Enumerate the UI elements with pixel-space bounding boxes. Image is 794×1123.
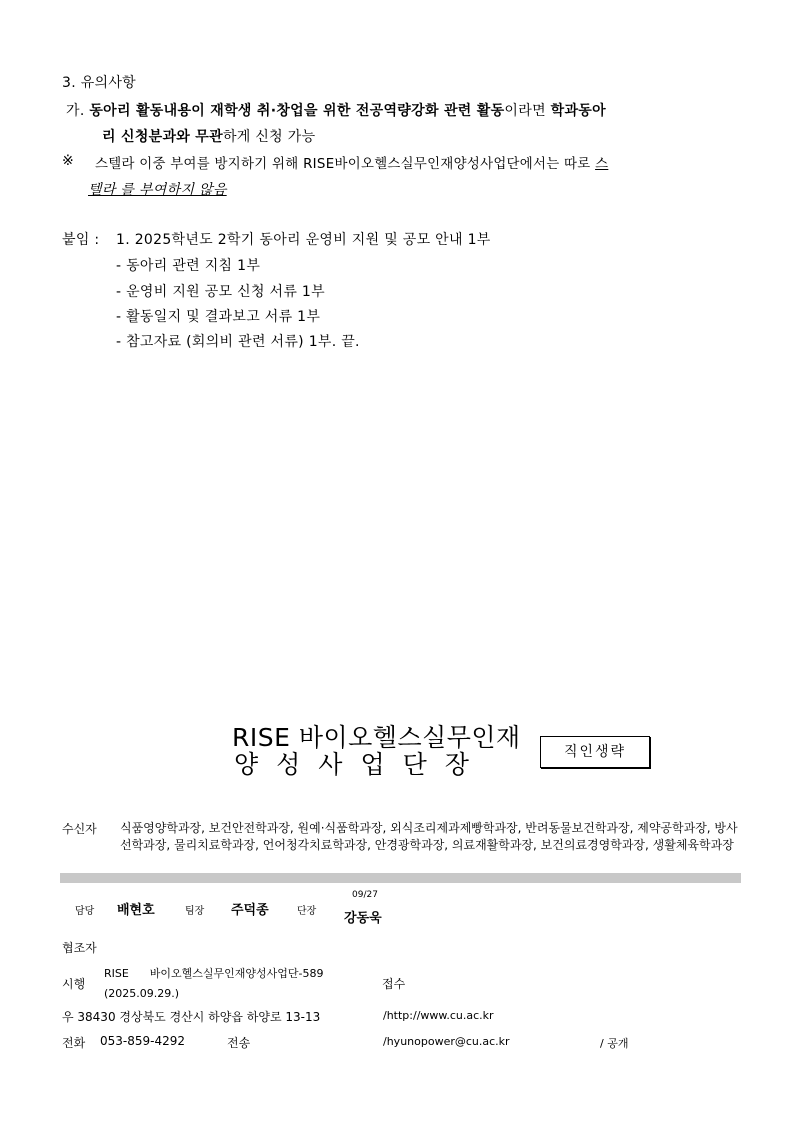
attachment-item: - 동아리 관련 지침 1부 xyxy=(116,258,261,274)
enforce-value-line2: (2025.09.29.) xyxy=(104,987,180,1000)
note-item-ga-bold2: 학과동아 xyxy=(550,103,606,119)
note-line1 xyxy=(95,153,608,172)
address: 우 38430 경상북도 경산시 하양읍 하양로 13-13 xyxy=(62,1010,321,1024)
note-item-ga-line2-bold: 리 신청분과와 무관 xyxy=(102,129,223,145)
website-link[interactable]: /http://www.cu.ac.kr xyxy=(383,1009,494,1022)
note-line2-emph: 텔라 를 부여하지 않음 xyxy=(88,182,227,198)
public-status: / 공개 xyxy=(600,1037,629,1050)
attachment-item: - 운영비 지원 공모 신청 서류 1부 xyxy=(116,284,325,300)
enforce-value-line1: RISE 바이오헬스실무인재양성사업단-589 xyxy=(104,967,324,980)
divider-bar xyxy=(60,873,741,883)
issuer-title-line1: RISE 바이오헬스실무인재 xyxy=(232,723,521,752)
note-item-ga-prefix: 가. xyxy=(66,103,90,119)
email-link[interactable]: /hyunopower@cu.ac.kr xyxy=(383,1035,510,1048)
note-item-ga-bold1: 동아리 활동내용이 재학생 취·창업을 위한 전공역량강화 관련 활동 xyxy=(89,103,505,119)
cooperator-label: 협조자 xyxy=(62,941,97,955)
phone-label: 전화 xyxy=(62,1036,86,1050)
recipients-list: 식품영양학과장, 보건안전학과장, 원예·식품학과장, 외식조리제과제빵학과장, 반려동물보건학과장, 제약공학과장, 방사선학과장, 물리치료학과장, 언어청각치료학과장, 안경광학과장, 의료재활학과장, 보건의료경영학과장, 생활체육학과장 xyxy=(120,821,738,852)
note-item-ga xyxy=(66,100,606,120)
receive-label: 접수 xyxy=(382,977,406,991)
official-seal-omitted-stamp: 직인생략 xyxy=(540,736,650,768)
fax-label: 전송 xyxy=(227,1036,251,1050)
approval-name-teamlead: 주덕종 xyxy=(231,903,269,918)
approval-name-director: 강동욱 xyxy=(344,911,382,926)
approval-role-teamlead: 팀장 xyxy=(185,906,205,917)
approval-date-director: 09/27 xyxy=(352,890,378,900)
attachments-label: 붙임 : xyxy=(62,232,100,248)
note-item-ga-line2-text: 하게 신청 가능 xyxy=(222,129,316,145)
notes-heading: 3. 유의사항 xyxy=(62,75,137,91)
approval-role-director: 단장 xyxy=(297,906,317,917)
approval-role-staff: 담당 xyxy=(75,906,95,917)
issuer-title-line2: 양성사업단장 xyxy=(234,750,487,779)
phone-number: 053-859-4292 xyxy=(100,1034,186,1048)
attachment-item: - 참고자료 (회의비 관련 서류) 1부. 끝. xyxy=(116,334,360,350)
note-line1-text: 스텔라 이중 부여를 방지하기 위해 RISE바이오헬스실무인재양성사업단에서는 따로 xyxy=(95,157,596,172)
note-mark: ※ xyxy=(62,153,75,169)
attachment-item: 1. 2025학년도 2학기 동아리 운영비 지원 및 공모 안내 1부 xyxy=(116,232,491,248)
note-item-ga-text1: 이라면 xyxy=(504,103,551,119)
note-line1-emph: 스 xyxy=(595,157,609,172)
attachment-item: - 활동일지 및 결과보고 서류 1부 xyxy=(116,309,321,325)
note-item-ga-line2 xyxy=(102,126,315,146)
approval-name-staff: 배현호 xyxy=(117,903,155,918)
recipients-label: 수신자 xyxy=(62,822,97,836)
enforce-label: 시행 xyxy=(62,977,86,991)
